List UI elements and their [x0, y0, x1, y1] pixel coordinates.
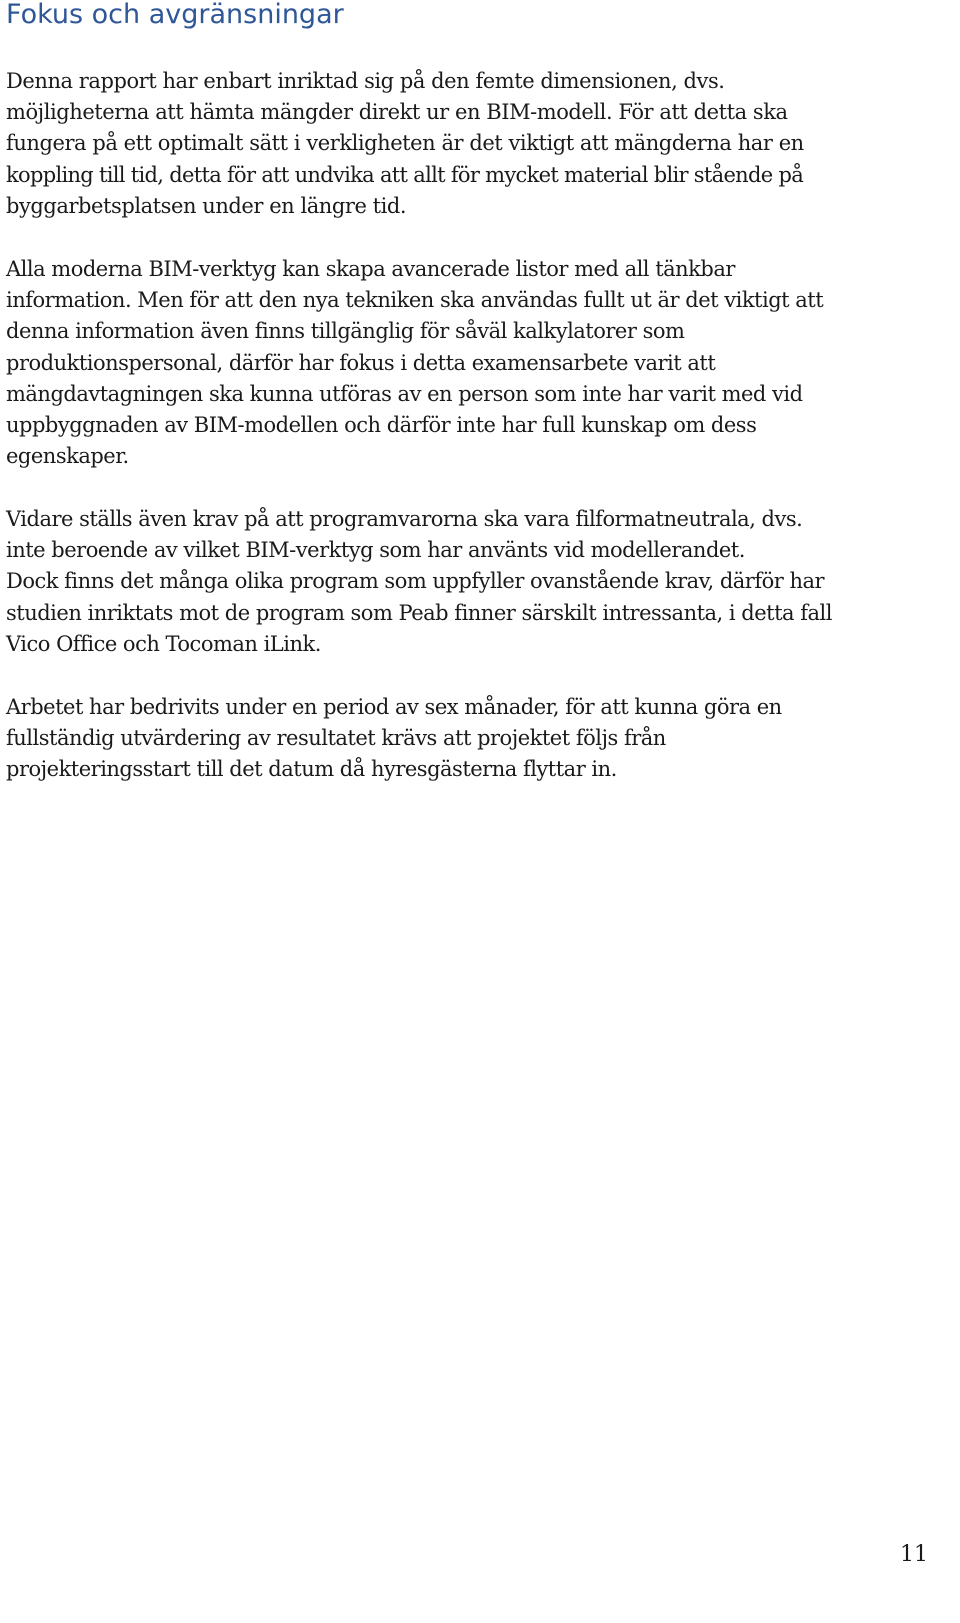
- paragraph-line: Denna rapport har enbart inriktad sig på den femte dimensionen, dvs.: [6, 69, 725, 93]
- paragraph-line: fullständig utvärdering av resultatet krävs att projektet följs från: [6, 726, 666, 751]
- page-number: 11: [900, 1542, 928, 1567]
- paragraph-line: Vico Office och Tocoman iLink.: [6, 631, 321, 656]
- paragraph-line: möjligheterna att hämta mängder direkt ur en BIM-modell. För att detta ska: [6, 100, 788, 125]
- paragraph-project-duration: [6, 692, 946, 786]
- paragraph-line: produktionspersonal, därför har fokus i detta examensarbete varit att: [6, 350, 716, 375]
- paragraph-line: egenskaper.: [6, 444, 129, 469]
- paragraph-line: Vidare ställs även krav på att programvarorna ska vara filformatneutrala, dvs.: [6, 507, 803, 531]
- paragraph-line: fungera på ett optimalt sätt i verkligheten är det viktigt att mängderna har en: [6, 131, 804, 156]
- paragraph-scope-fifth-dimension: [6, 66, 946, 222]
- paragraph-file-format-neutral: [6, 504, 946, 660]
- paragraph-line: information. Men för att den nya tekniken ska användas fullt ut är det viktigt att: [6, 288, 824, 313]
- paragraph-line: Arbetet har bedrivits under en period av sex månader, för att kunna göra en: [6, 695, 782, 719]
- paragraph-line: byggarbetsplatsen under en längre tid.: [6, 193, 407, 218]
- paragraph-line: denna information även finns tillgänglig för såväl kalkylatorer som: [6, 319, 685, 344]
- paragraph-line: Dock finns det många olika program som uppfyller ovanstående krav, därför har: [6, 569, 825, 594]
- paragraph-line: mängdavtagningen ska kunna utföras av en person som inte har varit med vid: [6, 381, 803, 406]
- paragraph-line: inte beroende av vilket BIM-verktyg som har använts vid modellerandet.: [6, 538, 745, 563]
- paragraph-line: uppbyggnaden av BIM-modellen och därför inte har full kunskap om dess: [6, 413, 757, 438]
- paragraph-line: koppling till tid, detta för att undvika att allt för mycket material blir stående på: [6, 162, 804, 187]
- section-heading: Fokus och avgränsningar: [6, 0, 344, 30]
- paragraph-bim-tools: [6, 254, 946, 472]
- paragraph-line: studien inriktats mot de program som Peab finner särskilt intressanta, i detta fall: [6, 600, 832, 625]
- paragraph-line: Alla moderna BIM-verktyg kan skapa avancerade listor med all tänkbar: [6, 257, 735, 281]
- paragraph-line: projekteringsstart till det datum då hyresgästerna flyttar in.: [6, 757, 617, 782]
